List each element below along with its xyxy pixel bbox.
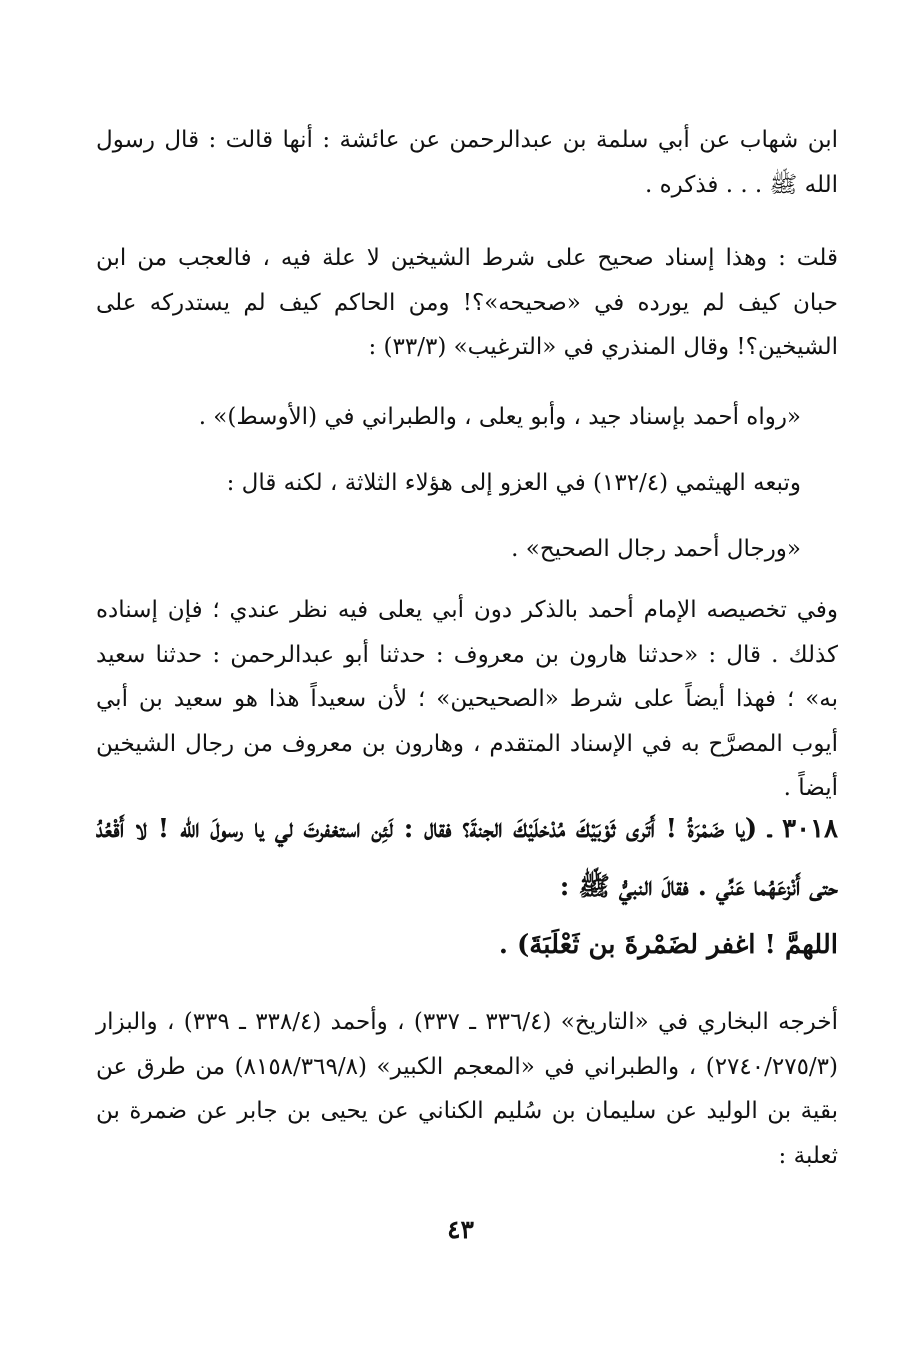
paragraph-haythami: وتبعه الهيثمي (١٣٢/٤) في العزو إلى هؤلاء الثلاثة ، لكنه قال : — [226, 470, 801, 496]
hadith-heading-end: اللهمَّ ! اغفر لضَمْرةَ بن ثَعْلَبَةَ) . — [498, 930, 838, 960]
quote-mundhiri: «رواه أحمد بإسناد جيد ، وأبو يعلى ، والطبراني في (الأوسط)» . — [198, 404, 801, 430]
page-number: ٤٣ — [447, 1215, 474, 1244]
paragraph-author-comment: قلت : وهذا إسناد صحيح على شرط الشيخين لا علة فيه ، فالعجب من ابن حبان كيف لم يورده في «صحيحه»؟! ومن الحاكم كيف لم يستدركه على الشيخين؟! وقال المنذري في «الترغيب» (٣٣/٣) : — [96, 245, 838, 360]
hadith-heading: ٣٠١٨ ـ (يا ضَمْرَةُ ! أَتَرى ثَوْبَيْكَ مُدْخلَيْكَ الجنةَ؟ فقال : لَئِن استغفرتَ لي يا رسولَ الله ! لا أَقْعُدُ حتى أَنْزعَهُما عَنِّي . فقالَ النبيُّ ﷺ : — [96, 814, 838, 902]
paragraph-analysis: وفي تخصيصه الإمام أحمد بالذكر دون أبي يعلى فيه نظر عندي ؛ فإن إسناده كذلك . قال : «حدثنا هارون بن معروف : حدثنا أبو عبدالرحمن : حدثنا سعيد به» ؛ فهذا أيضاً على شرط «الصحيحين» ؛ لأن سعيداً هذا هو سعيد بن أبي أيوب المصرَّح به في الإسناد المتقدم ، وهارون بن معروف من رجال الشيخين أيضاً . — [96, 597, 838, 801]
paragraph-opening: ابن شهاب عن أبي سلمة بن عبدالرحمن عن عائشة : أنها قالت : قال رسول الله ﷺ . . . فذكره . — [96, 127, 838, 198]
paragraph-takhrij: أخرجه البخاري في «التاريخ» (٣٣٦/٤ ـ ٣٣٧) ، وأحمد (٣٣٨/٤ ـ ٣٣٩) ، والبزار (٢٧٤٠/٢٧٥/٣) ، والطبراني في «المعجم الكبير» (٨١٥٨/٣٦٩/٨) من طرق عن بقية بن الوليد عن سليمان بن سُليم الكناني عن يحيى بن جابر عن ضمرة بن ثعلبة : — [96, 1009, 839, 1169]
quote-haythami: «ورجال أحمد رجال الصحيح» . — [511, 536, 801, 562]
